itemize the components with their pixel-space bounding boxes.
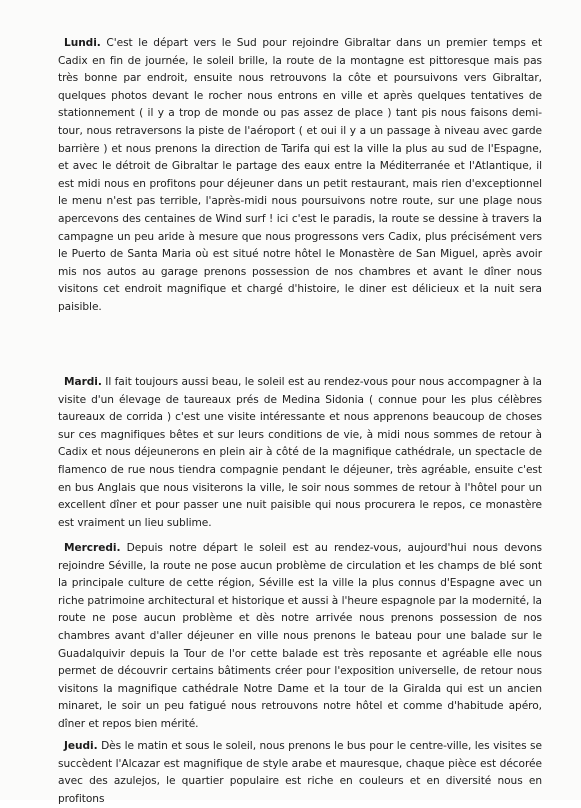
paragraph-mardi bbox=[58, 374, 542, 532]
paragraph-text-lundi: C'est le départ vers le Sud pour rejoindre Gibraltar dans un premier temps et Cadix en fin de journée, le soleil brille, la route de la montagne est pittoresque mais pas très bonne par endroit, ensuite nous retrouvons la côte et poursuivons vers Gibraltar, quelques photos devant le rocher nous entrons en ville et après quelques tentatives de stationnement ( il y a trop de monde ou pas assez de place ) tant pis nous faisons demi-tour, nous retraversons la piste de l'aéroport ( et oui il y a un passage à niveau avec garde barrière ) et nous prenons la direction de Tarifa qui est la ville la plus au sud de l'Espagne, et avec le détroit de Gibraltar le partage des eaux entre la Méditerranée et l'Atlantique, il est midi nous en profitons pour déjeuner dans un petit restaurant, mais rien d'exceptionnel le menu n'est pas terrible, l'après-midi nous poursuivons notre route, sur une plage nous apercevons des centaines de Wind surf ! ici c'est le paradis, la route se dessine à travers la campagne un peu aride à mesure que nous progressons vers Cadix, plus précisément vers le Puerto de Santa Maria où est situé notre hôtel le Monastère de San Miguel, après avoir mis nos autos au garage prenons possession de nos chambres et avant le dîner nous visitons cet endroit magnifique et chargé d'histoire, le diner est délicieux et la nuit sera paisible. bbox=[58, 37, 542, 313]
day-heading-mardi: Mardi. bbox=[64, 376, 102, 388]
paragraph-text-mardi: Il fait toujours aussi beau, le soleil est au rendez-vous pour nous accompagner à la visite d'un élevage de taureaux prés de Medina Sidonia ( connue pour les plus célèbres taureaux de corrida ) c'est une visite intéressante et nous apprenons beaucoup de choses sur ces magnifiques bêtes et sur leurs conditions de vie, à midi nous sommes de retour à Cadix et nous déjeunerons en plein air à côté de la magnifique cathédrale, un spectacle de flamenco de rue nous tiendra compagnie pendant le déjeuner, très agréable, ensuite c'est en bus Anglais que nous visiterons la ville, le soir nous sommes de retour à l'hôtel pour un excellent dîner et pour passer une nuit paisible qui nous procurera le repos, ce monastère est vraiment un lieu sublime. bbox=[58, 376, 542, 529]
paragraph-text-mercredi: Depuis notre départ le soleil est au rendez-vous, aujourd'hui nous devons rejoindre Séville, la route ne pose aucun problème de circulation et les champs de blé sont la principale culture de cette région, Séville est la ville la plus connus d'Espagne avec un riche patrimoine architectural et historique et aussi à l'heure espagnole par la modernité, la route ne pose aucun problème et dès notre arrivée nous prenons possession de nos chambres avant d'aller déjeuner en ville nous prenons le bateau pour une balade sur le Guadalquivir depuis la Tour de l'or cette balade est très reposante et agréable elle nous permet de découvrir certains bâtiments créer pour l'exposition universelle, de retour nous visitons la magnifique cathédrale Notre Dame et la tour de la Giralda qui est un ancien minaret, le soir un peu fatigué nous retrouvons notre hôtel et comme d'habitude apéro, dîner et repos bien mérité. bbox=[58, 542, 542, 730]
day-heading-mercredi: Mercredi. bbox=[64, 542, 121, 554]
paragraph-lundi bbox=[58, 35, 542, 317]
day-heading-jeudi: Jeudi. bbox=[64, 740, 98, 752]
paragraph-mercredi bbox=[58, 540, 542, 734]
day-heading-lundi: Lundi. bbox=[64, 37, 101, 49]
paragraph-jeudi bbox=[58, 738, 542, 808]
paragraph-text-jeudi: Dès le matin et sous le soleil, nous prenons le bus pour le centre-ville, les visites se succèdent l'Alcazar est magnifique de style arabe et mauresque, chaque pièce est décorée avec des azulejos, le quartier populaire est riche en couleurs et en diversité nous en profitons bbox=[58, 740, 542, 805]
